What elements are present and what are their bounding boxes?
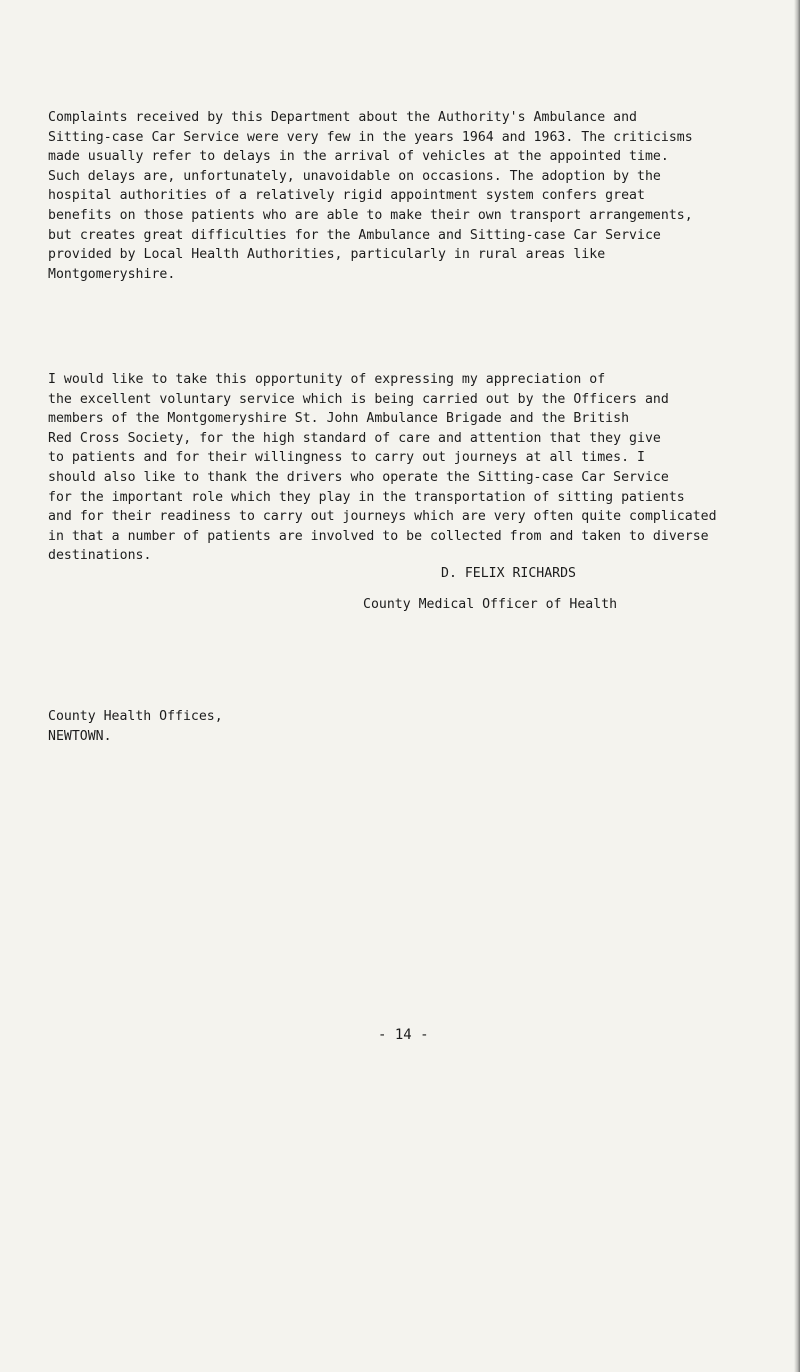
- paragraph-complaints: Complaints received by this Department about the Authority's Ambulance and Sitting-case Car Service were very few in the years 1964 and 1963. The criticisms made usually refer to delays in the arrival of vehicles at the appointed time. Such delays are, unfortunately, unavoidable on occasions. The adoption by the hospital authorities of a relatively rigid appointment system confers great benefits on those patients who are able to make their own transport arrangements, but creates great difficulties for the Ambulance and Sitting-case Car Service provided by Local Health Authorities, particularly in rural areas like Montgomeryshire.: [48, 110, 693, 282]
- paragraph-appreciation: I would like to take this opportunity of expressing my appreciation of the excellent voluntary service which is being carried out by the Officers and members of the Montgomeryshire St. John Ambulance Brigade and the British Red Cross Society, for the high standard of care and attention that they give to patients and for their willingness to carry out journeys at all times. I should also like to thank the drivers who operate the Sitting-case Car Service for the important role which they play in the transportation of sitting patients and for their readiness to carry out journeys which are very often quite complicated in that a number of patients are involved to be collected from and taken to diverse destinations.: [48, 372, 717, 564]
- signature-title: County Medical Officer of Health: [363, 597, 618, 612]
- office-address: County Health Offices, NEWTOWN.: [48, 709, 223, 744]
- page-edge-shadow: [794, 0, 800, 1372]
- page-number: - 14 -: [378, 1027, 429, 1043]
- signature-name: D. FELIX RICHARDS: [441, 566, 576, 581]
